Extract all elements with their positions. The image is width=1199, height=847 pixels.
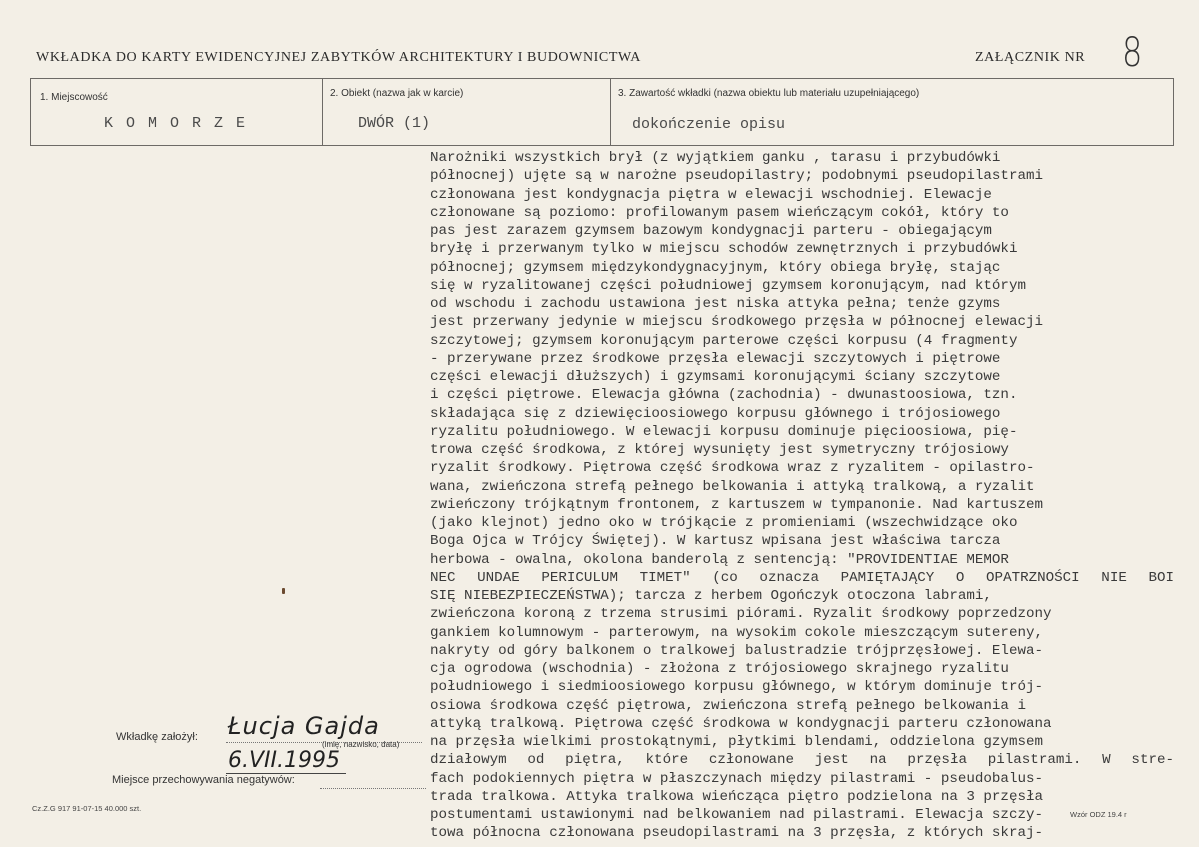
body-line: ryzalit środkowy. Piętrowa część środkowa wraz z ryzalitem - opilastro- [430,460,1035,477]
negatives-line [320,788,426,789]
body-line: pas jest zarazem gzymsem bazowym kondygnacji parteru - obiegającym [430,223,992,239]
body-line: trowa część środkowa, z której wysunięty jest symetryczny trójosiowy [430,442,1009,458]
print-info: Cz.Z.G 917 91-07-15 40.000 szt. [32,804,142,813]
body-line: nakryty od góry balkonem o tralkowej balustradzie trójprzęsłowej. Elewa- [430,642,1043,659]
body-line: się w ryzalitowanej części południowej gzymsem koronującym, nad którym [430,277,1026,294]
body-line: herbowa - owalna, okolona banderolą z sentencją: "PROVIDENTIAE MEMOR [430,551,1009,568]
body-line: jest przerwany jedynie w miejscu środkowego przęsła w północnej elewacji [430,314,1043,331]
body-line: osiowa środkowa część piętrowa, zwieńczona strefą pełnego belkowania i [430,697,1026,714]
description-text [430,149,1174,843]
body-line: - przerywane przez środkowe przęsła elewacji szczytowych i piętrowe [430,350,1001,367]
body-line: SIĘ NIEBEZPIECZEŃSTWA); tarcza z herbem Ogończyk otoczona labrami, [430,588,992,604]
name-hint: (imię, nazwisko, data) [322,740,400,749]
body-line: składająca się z dziewięcioosiowego korpusu głównego i trójosiowego [430,405,1001,422]
date-value: 6.VII.1995 [228,748,340,773]
form-title: WKŁADKA DO KARTY EWIDENCYJNEJ ZABYTKÓW ARCHITEKTURY I BUDOWNICTWA [36,50,641,65]
content-label: 3. Zawartość wkładki (nazwa obiektu lub materiału uzupełniającego) [618,88,920,99]
prepared-by-signature: Łucja Gajda [228,712,380,740]
body-line: i części piętrowe. Elewacja główna (zachodnia) - dwunastoosiowa, tzn. [430,387,1018,404]
body-line: północnej; gzymsem międzykondygnacyjnym, który obiega bryłę, stając [430,259,1001,276]
prepared-by-label: Wkładkę założył: [116,731,198,743]
body-line: Boga Ojca w Trójcy Świętej). W kartusz wpisana jest właściwa tarcza [430,533,1001,550]
body-line: części elewacji dłuższych) i gzymsami koronującymi ściany szczytowe [430,369,1001,385]
body-line: na przęsła wielkimi prostokątnymi, płytkimi blendami, oddzielona gzymsem [430,734,1043,750]
body-line: ryzalitu południowego. W elewacji korpusu dominuje pięcioosiowa, pię- [430,423,1018,440]
body-line: trada tralkowa. Attyka tralkowa wieńcząca piętro podzielona na 3 przęsła [430,788,1043,805]
body-line: bryłę i przerwanym tylko w miejscu schodów zewnętrznych i przybudówki [430,241,1018,258]
header-rule [30,78,1174,79]
body-line: zwieńczony trójkątnym frontonem, z kartuszem w tympanonie. Nad kartuszem [430,496,1043,513]
attachment-number: 8 [1122,30,1143,76]
body-line: NEC UNDAE PERICULUM TIMET" (co oznacza PAMIĘTAJĄCY O OPATRZNOŚCI NIE BOI [430,569,1174,586]
body-line: północnej) ujęte są w narożne pseudopilastry; podobnymi pseudopilastrami [430,168,1043,185]
field-divider-2 [610,78,611,146]
left-border [30,78,31,146]
locality-value: K O M O R Z E [104,115,248,132]
body-line: fach podokiennych piętra w płaszczynach między pilastrami - pseudobalus- [430,770,1043,787]
attachment-label: ZAŁĄCZNIK NR [975,50,1086,65]
body-line: zwieńczona koroną z trzema strusimi piórami. Ryzalit środkowy poprzedzony [430,606,1052,623]
body-line: południowego i siedmioosiowego korpusu głównego, w którym dominuje trój- [430,679,1043,696]
body-line: cja ogrodowa (wschodnia) - złożona z trójosiowego skrajnego ryzalitu [430,661,1009,677]
object-label: 2. Obiekt (nazwa jak w karcie) [330,88,464,99]
negatives-label: Miejsce przechowywania negatywów: [112,774,295,786]
body-line: gankiem kolumnowym - parterowym, na wysokim cokole mieszczącym sutereny, [430,624,1043,641]
body-line: towa północna członowana pseudopilastrami na 3 przęsła, z których skraj- [430,825,1043,842]
body-line: członowana jest kondygnacja piętra w elewacji wschodniej. Elewacje [430,186,992,203]
locality-label: 1. Miejscowość [40,92,108,103]
body-line: od wschodu i zachodu ustawiona jest niska attyka pełna; tenże gzyms [430,296,1001,312]
object-value: DWÓR (1) [358,115,431,132]
field-divider-1 [322,78,323,146]
body-line: członowane są poziomo: profilowanym pasem wieńczącym cokół, który to [430,204,1009,221]
body-line: (jako klejnot) jedno oko w trójkącie z promieniami (wszechwidzące oko [430,515,1018,531]
body-line: postumentami ustawionymi nad belkowaniem nad pilastrami. Elewacja szczy- [430,807,1043,823]
right-border [1173,78,1174,146]
ink-mark [282,588,285,594]
content-value: dokończenie opisu [632,116,786,133]
body-line: wana, zwieńczona strefą pełnego belkowania i attyką tralkową, a ryzalit [430,478,1035,495]
fields-bottom-rule [30,145,1174,146]
body-line: szczytowej; gzymsem koronującym parterowe części korpusu (4 fragmenty [430,332,1018,349]
body-line: Narożniki wszystkich brył (z wyjątkiem ganku , tarasu i przybudówki [430,150,1001,166]
form-id: Wzór ODZ 19.4 r [1070,810,1127,819]
body-line: działowym od piętra, które członowane jest na przęsła pilastrami. W stre- [430,752,1174,769]
body-line: attyką tralkową. Piętrowa część środkowa w kondygnacji parteru członowana [430,715,1052,732]
